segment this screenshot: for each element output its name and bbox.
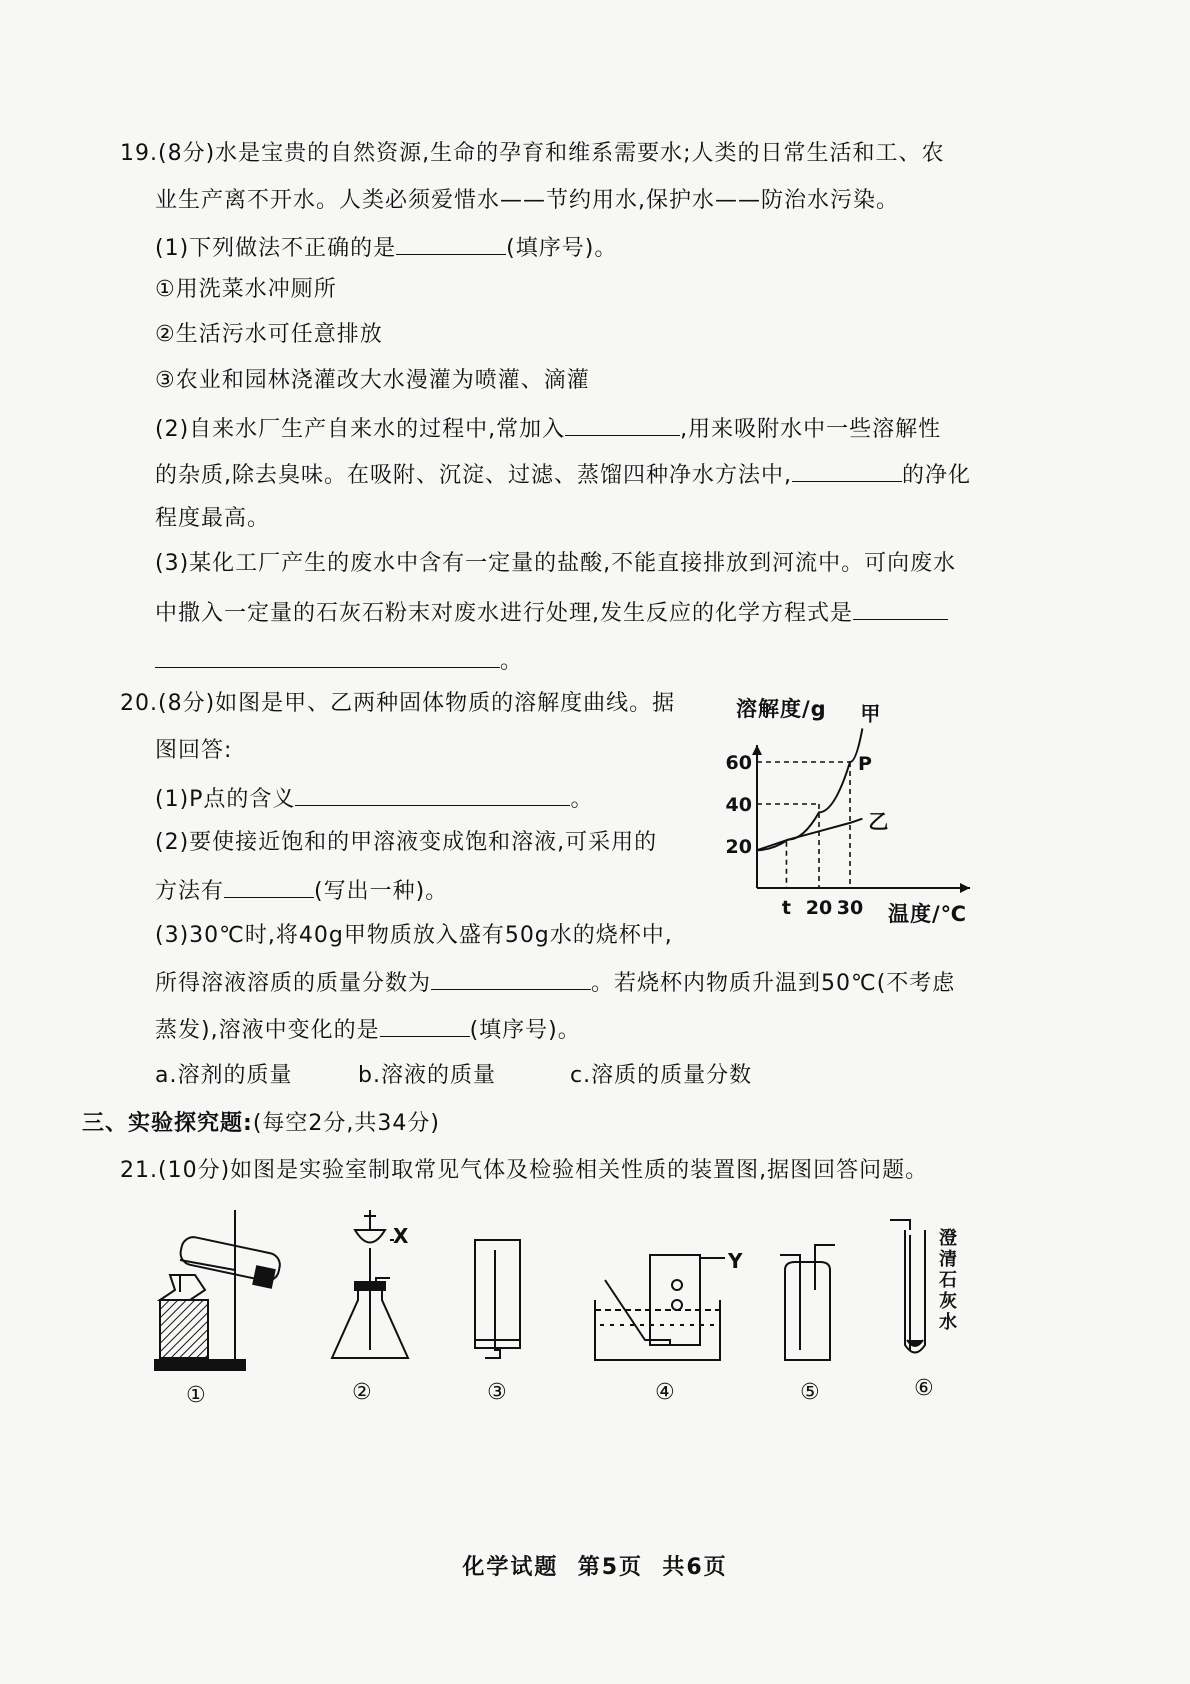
- apparatus-6-limewater-tube: [890, 1220, 925, 1353]
- label-5: ⑤: [800, 1380, 820, 1405]
- footer-page: 第5页: [577, 1555, 643, 1580]
- apparatus-5-wash-bottle: [780, 1245, 835, 1360]
- series-label: 乙: [868, 809, 889, 834]
- q21-stem: 21.(10分)如图是实验室制取常见气体及检验相关性质的装置图,据图回答问题。: [120, 1158, 929, 1183]
- q20-part2-line1: (2)要使接近饱和的甲溶液变成饱和溶液,可采用的: [155, 830, 658, 855]
- series-label: 甲: [860, 701, 881, 726]
- q20-part3-line3: 蒸发),溶液中变化的是 (填序号)。: [155, 1014, 581, 1045]
- label-6: ⑥: [914, 1376, 934, 1401]
- label-4: ④: [655, 1380, 675, 1405]
- x-tick-label: 20: [805, 897, 833, 919]
- limewater-char: 水: [939, 1312, 957, 1333]
- q19-part2-line1: (2)自来水厂生产自来水的过程中,常加入 ,用来吸附水中一些溶解性: [155, 413, 941, 444]
- funnel-label-x: X: [393, 1224, 410, 1248]
- q19-part2-line2: 的杂质,除去臭味。在吸附、沉淀、过滤、蒸馏四种净水方法中, 的净化: [155, 459, 971, 490]
- answer-blank[interactable]: [565, 413, 680, 436]
- answer-blank[interactable]: [853, 597, 948, 620]
- q20-part3-line2: 所得溶液溶质的质量分数为 。若烧杯内物质升温到50℃(不考虑: [155, 967, 955, 998]
- footer-total: 共6页: [662, 1555, 728, 1580]
- label-2: ②: [352, 1380, 372, 1405]
- q20-stem-line1: 20.(8分)如图是甲、乙两种固体物质的溶解度曲线。据: [120, 691, 676, 716]
- q19-stem-line1: 19.(8分)水是宝贵的自然资源,生命的孕育和维系需要水;人类的日常生活和工、农: [120, 141, 945, 166]
- apparatus-1-heating: [155, 1210, 282, 1370]
- x-tick-label: 30: [836, 897, 864, 919]
- apparatus-drawings: [150, 1200, 1000, 1380]
- y-tick-label: 60: [725, 752, 752, 774]
- q20-option-c: c.溶质的质量分数: [570, 1063, 753, 1088]
- answer-blank[interactable]: [295, 783, 570, 806]
- point-p-label: P: [858, 753, 872, 775]
- series-curve-jia: [757, 728, 862, 850]
- answer-blank[interactable]: [155, 645, 500, 668]
- q20-option-b: b.溶液的质量: [358, 1063, 496, 1088]
- q19-option-2: ②生活污水可任意排放: [155, 322, 383, 347]
- section3-heading: 三、实验探究题:(每空2分,共34分): [82, 1111, 440, 1136]
- answer-blank[interactable]: [431, 967, 591, 990]
- apparatus-3-gas-jar: [475, 1240, 520, 1358]
- jar-label-y: Y: [728, 1249, 744, 1273]
- x-tick-label: t: [781, 897, 791, 919]
- x-axis-arrow: [960, 883, 970, 893]
- label-1: ①: [186, 1383, 206, 1408]
- limewater-char: 灰: [939, 1291, 957, 1312]
- q19-part2-line3: 程度最高。: [155, 506, 271, 531]
- footer-subject: 化学试题: [462, 1555, 559, 1580]
- answer-blank[interactable]: [224, 875, 314, 898]
- q19-option-1: ①用洗菜水冲厕所: [155, 277, 337, 302]
- q19-stem-line2: 业生产离不开水。人类必须爱惜水——节约用水,保护水——防治水污染。: [155, 188, 899, 213]
- answer-blank[interactable]: [380, 1014, 470, 1037]
- q20-part2-line2: 方法有 (写出一种)。: [155, 875, 448, 906]
- q19-part1: (1)下列做法不正确的是 (填序号)。: [155, 232, 617, 263]
- answer-blank[interactable]: [396, 232, 506, 255]
- limewater-char: 石: [939, 1270, 957, 1291]
- q19-option-3: ③农业和园林浇灌改大水漫灌为喷灌、滴灌: [155, 368, 590, 393]
- q20-part1: (1)P点的含义 。: [155, 783, 593, 814]
- series-curve-yi: [757, 819, 862, 851]
- apparatus-4-water-trough: [595, 1255, 725, 1360]
- page-footer: [0, 1550, 1190, 1581]
- limewater-char: 清: [939, 1249, 957, 1270]
- label-3: ③: [487, 1380, 507, 1405]
- q19-part3-line1: (3)某化工厂产生的废水中含有一定量的盐酸,不能直接排放到河流中。可向废水: [155, 551, 957, 576]
- answer-blank[interactable]: [792, 459, 902, 482]
- chart-ylabel: 溶解度/g: [736, 697, 827, 721]
- limewater-char: 澄: [939, 1228, 957, 1249]
- y-tick-label: 40: [725, 794, 752, 816]
- chart-xlabel: 温度/℃: [888, 902, 968, 926]
- q20-part3-line1: (3)30℃时,将40g甲物质放入盛有50g水的烧杯中,: [155, 923, 673, 948]
- y-axis-arrow: [752, 745, 762, 755]
- q20-option-a: a.溶剂的质量: [155, 1063, 293, 1088]
- y-tick-label: 20: [725, 836, 752, 858]
- q20-stem-line2: 图回答:: [155, 738, 233, 763]
- q19-part3-line3: 。: [155, 645, 523, 676]
- q19-part3-line2: 中撒入一定量的石灰石粉末对废水进行处理,发生反应的化学方程式是: [155, 597, 948, 628]
